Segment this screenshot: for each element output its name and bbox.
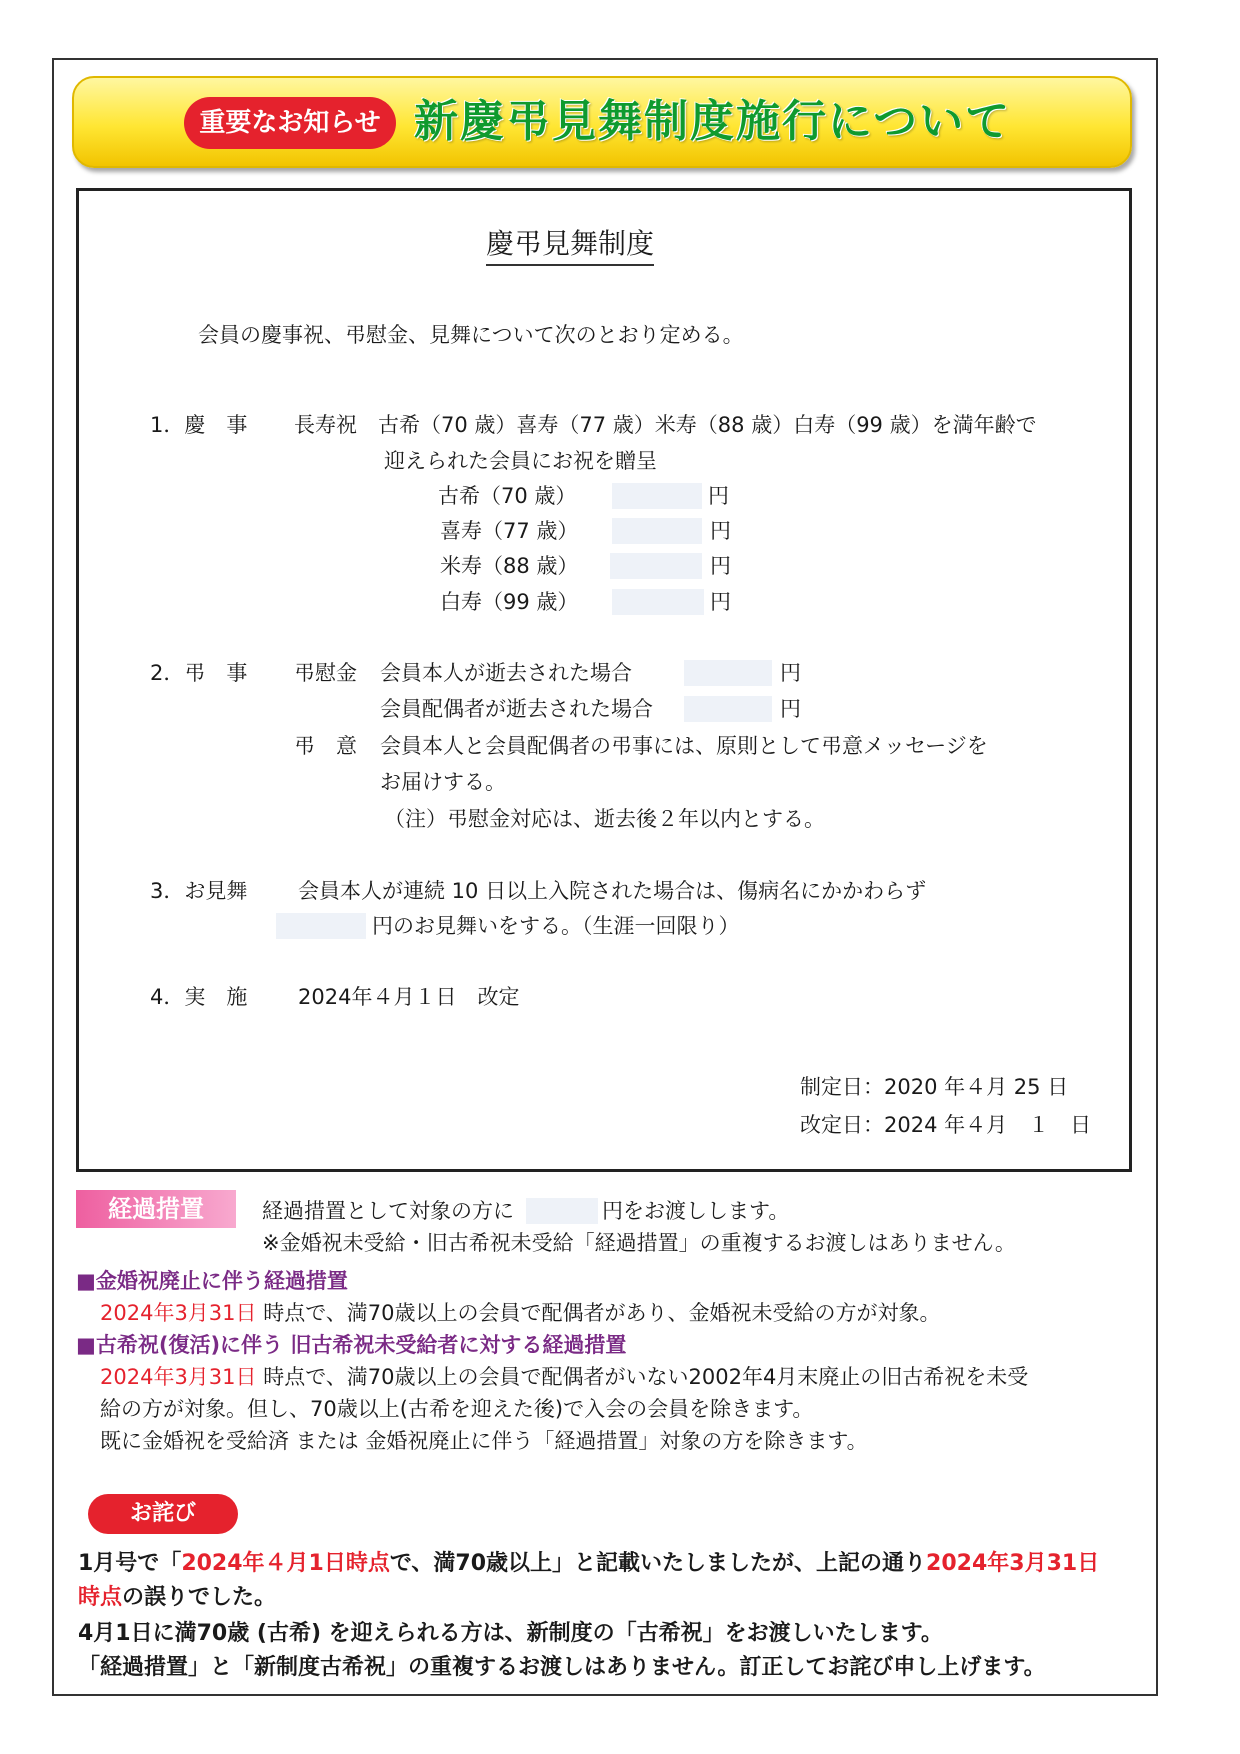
golden-wedding-text (100, 1298, 941, 1328)
page-title: 新慶弔見舞制度施行について (414, 96, 1012, 147)
condolence-message-line1: 会員本人と会員配偶者の弔事には、原則として弔意メッセージを (380, 734, 988, 758)
revised-date: 改定日：2024 年４月 １ 日 (800, 1113, 1092, 1137)
section-2-label: 2．弔 事 (150, 661, 248, 685)
apology-line1 (78, 1548, 1099, 1580)
amount-blank (276, 913, 366, 939)
apology-text: の誤りでした。 (122, 1585, 277, 1610)
amount-unit: 円 (708, 484, 729, 508)
amount-unit: 円 (780, 697, 801, 721)
section-1-line1: 長寿祝 古希（70 歳）喜寿（77 歳）米寿（88 歳）白寿（99 歳）を満年齢で (294, 413, 1037, 437)
hakuju-item-name: 白寿（99 歳） (440, 590, 579, 614)
transition-note: ※金婚祝未受給・旧古希祝未受給「経過措置」の重複するお渡しはありません。 (262, 1231, 1016, 1255)
kiju-item-name: 喜寿（77 歳） (440, 519, 579, 543)
apology-wrong-date: 2024年４月1日時点 (181, 1551, 390, 1576)
important-notice-badge: 重要なお知らせ (184, 97, 396, 149)
section-1-label: 1．慶 事 (150, 413, 248, 437)
amount-unit: 円 (710, 554, 731, 578)
amount-blank (684, 696, 772, 722)
highlight-date: 2024年3月31日 (100, 1365, 257, 1389)
condolence-note: （注）弔慰金対応は、逝去後２年以内とする。 (384, 807, 825, 831)
amount-unit: 円 (710, 519, 731, 543)
enacted-date: 制定日：2020 年４月 25 日 (800, 1075, 1069, 1099)
apology-correct-date: 2024年3月31日 (926, 1551, 1100, 1576)
amount-unit: 円 (780, 661, 801, 685)
condolence-message-line2: お届けする。 (380, 770, 506, 794)
apology-text: 1月号で「 (78, 1551, 182, 1576)
amount-blank (610, 553, 702, 579)
amount-blank (612, 518, 702, 544)
apology-tag: お詫び (88, 1494, 238, 1534)
section-3-label: 3．お見舞 (150, 879, 248, 903)
transition-tag: 経過措置 (76, 1190, 236, 1228)
rules-title: 慶弔見舞制度 (486, 226, 654, 266)
amount-blank (526, 1198, 598, 1224)
sick-visit-line1: 会員本人が連続 10 日以上入院された場合は、傷病名にかかわらず (298, 879, 927, 903)
amount-blank (612, 589, 704, 615)
koki-section-title: ■古希祝(復活)に伴う 旧古希祝未受給者に対する経過措置 (76, 1333, 627, 1357)
kiju-item-name: 古希（70 歳） (438, 484, 577, 508)
amount-unit: 円 (710, 590, 731, 614)
section-4-label: 4．実 施 (150, 985, 248, 1009)
condolence-condition-2: 会員配偶者が逝去された場合 (380, 697, 653, 721)
apology-line3: 4月1日に満70歳 (古希) を迎えられる方は、新制度の「古希祝」をお渡しいたします。 (78, 1621, 943, 1646)
highlight-date: 2024年3月31日 (100, 1301, 257, 1325)
golden-wedding-section-title: ■金婚祝廃止に伴う経過措置 (76, 1269, 348, 1293)
condolence-message-label: 弔 意 (294, 734, 357, 758)
condolence-condition-1: 会員本人が逝去された場合 (380, 661, 632, 685)
sick-visit-line2: 円のお見舞いをする。（生涯一回限り） (372, 914, 740, 938)
golden-wedding-detail: 時点で、満70歳以上の会員で配偶者があり、金婚祝未受給の方が対象。 (256, 1301, 941, 1325)
rules-intro: 会員の慶事祝、弔慰金、見舞について次のとおり定める。 (198, 323, 744, 347)
apology-text: で、満70歳以上」と記載いたしましたが、上記の通り (389, 1551, 927, 1576)
transition-line1b: 円をお渡しします。 (602, 1199, 790, 1223)
section-1-line2: 迎えられた会員にお祝を贈呈 (384, 449, 657, 473)
condolence-money-label: 弔慰金 (294, 661, 357, 685)
amount-blank (684, 660, 772, 686)
implementation-date: 2024年４月１日 改定 (298, 985, 520, 1009)
koki-text-line3: 既に金婚祝を受給済 または 金婚祝廃止に伴う「経過措置」対象の方を除きます。 (100, 1429, 868, 1453)
koki-text-line1 (100, 1362, 1028, 1392)
transition-line1a: 経過措置として対象の方に (262, 1199, 514, 1223)
beiju-item-name: 米寿（88 歳） (440, 554, 579, 578)
apology-correct-date-suffix: 時点 (78, 1585, 123, 1610)
apology-line4: 「経過措置」と「新制度古希祝」の重複するお渡しはありません。訂正してお詫び申し上げます。 (78, 1655, 1046, 1680)
koki-text-line2: 給の方が対象。但し、70歳以上(古希を迎えた後)で入会の会員を除きます。 (100, 1397, 814, 1421)
koki-detail-1: 時点で、満70歳以上の会員で配偶者がいない2002年4月末廃止の旧古希祝を未受 (256, 1365, 1029, 1389)
apology-line2 (78, 1582, 276, 1614)
amount-blank (612, 483, 702, 509)
